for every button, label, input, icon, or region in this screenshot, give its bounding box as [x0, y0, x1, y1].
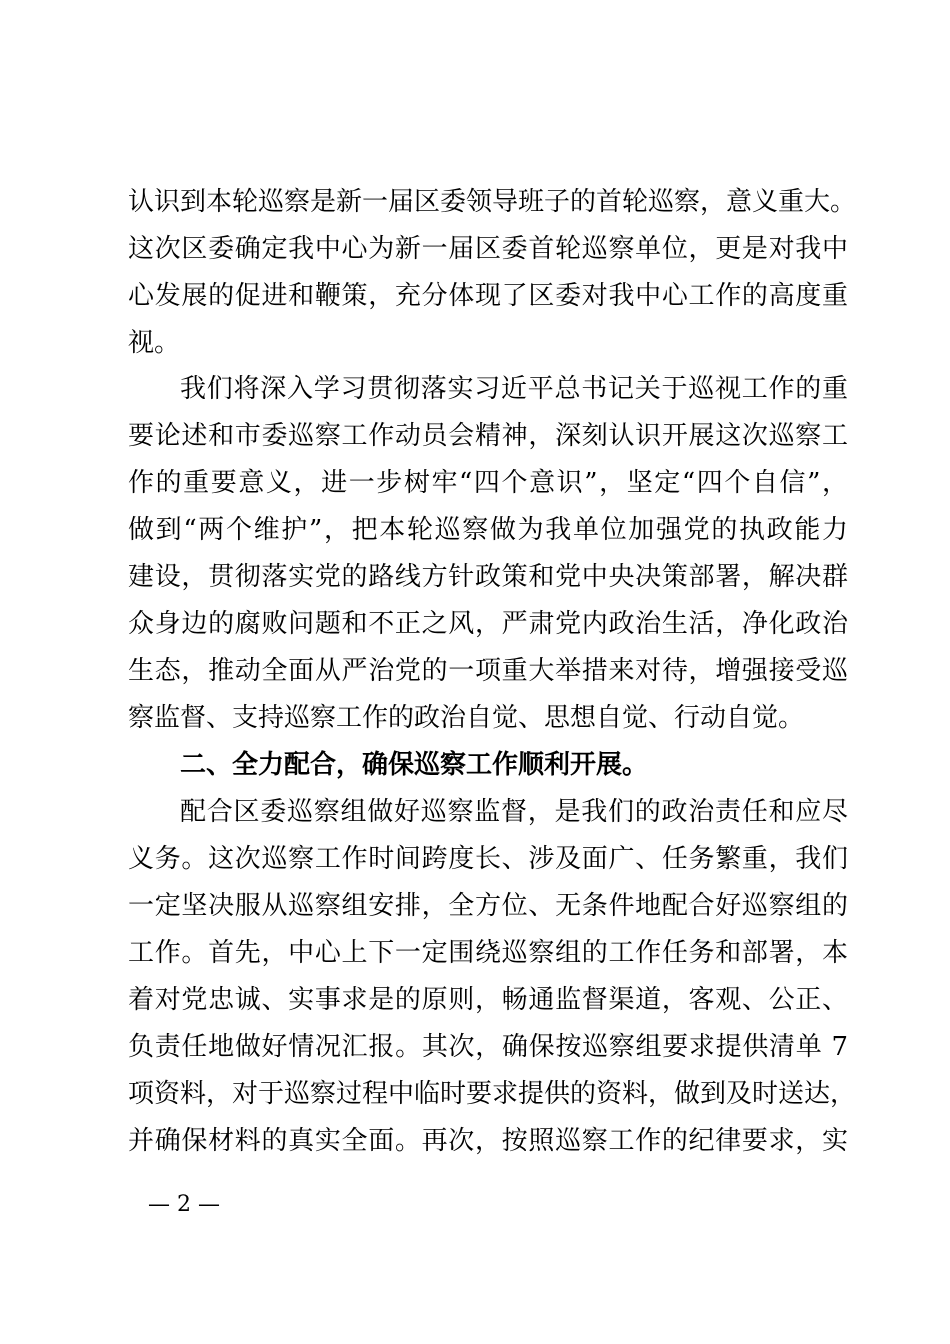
text-line: 一定坚决服从巡察组安排，全方位、无条件地配合好巡察组的: [128, 891, 848, 921]
text-line: 负责任地做好情况汇报。其次，确保按巡察组要求提供清单 7: [128, 1032, 848, 1062]
page-number: — 2 —: [148, 1192, 220, 1217]
section-heading: 二、全力配合，确保巡察工作顺利开展。: [180, 750, 649, 780]
text-line: 并确保材料的真实全面。再次，按照巡察工作的纪律要求，实: [128, 1126, 848, 1156]
text-line: 生态，推动全面从严治党的一项重大举措来对待，增强接受巡: [128, 656, 848, 686]
text-line: 我们将深入学习贯彻落实习近平总书记关于巡视工作的重: [180, 374, 848, 404]
text-line: 着对党忠诚、实事求是的原则，畅通监督渠道，客观、公正、: [128, 985, 848, 1015]
text-line: 视。: [128, 328, 181, 358]
text-line: 作的重要意义，进一步树牢“四个意识”，坚定“四个自信”，: [128, 468, 848, 498]
text-line: 做到“两个维护”，把本轮巡察做为我单位加强党的执政能力: [128, 515, 848, 545]
text-line: 认识到本轮巡察是新一届区委领导班子的首轮巡察，意义重大。: [128, 187, 857, 217]
text-line: 这次区委确定我中心为新一届区委首轮巡察单位，更是对我中: [128, 234, 848, 264]
text-line: 项资料，对于巡察过程中临时要求提供的资料，做到及时送达，: [128, 1079, 857, 1109]
text-line: 建设，贯彻落实党的路线方针政策和党中央决策部署，解决群: [128, 562, 848, 592]
text-line: 义务。这次巡察工作时间跨度长、涉及面广、任务繁重，我们: [128, 844, 848, 874]
text-line: 察监督、支持巡察工作的政治自觉、思想自觉、行动自觉。: [128, 703, 805, 733]
text-line: 要论述和市委巡察工作动员会精神，深刻认识开展这次巡察工: [128, 421, 848, 451]
text-line: 众身边的腐败问题和不正之风，严肃党内政治生活，净化政治: [128, 609, 848, 639]
text-line: 心发展的促进和鞭策，充分体现了区委对我中心工作的高度重: [128, 281, 848, 311]
text-line: 配合区委巡察组做好巡察监督，是我们的政治责任和应尽: [180, 797, 848, 827]
text-line: 工作。首先，中心上下一定围绕巡察组的工作任务和部署，本: [128, 938, 848, 968]
